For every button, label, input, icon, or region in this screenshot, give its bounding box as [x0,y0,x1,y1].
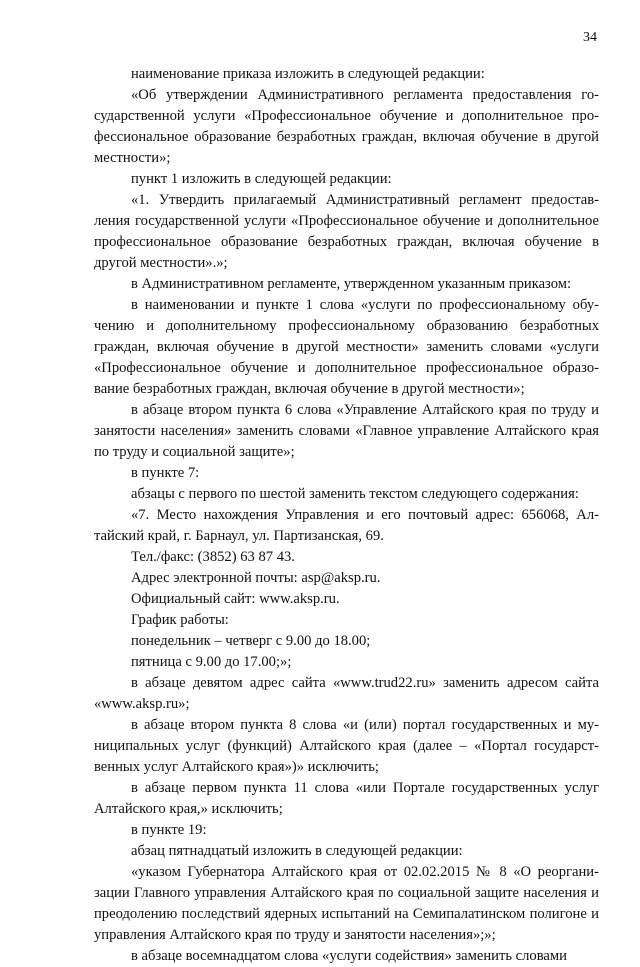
paragraph-8: в пункте 7: [131,465,200,481]
paragraph-9: абзацы с первого по шестой заменить текстом следующего содержания: [131,486,579,502]
paragraph-17: в абзаце девятом адрес сайта «www.trud22.ru» заменить адресом сайта «www.aksp.ru»; [94,675,599,712]
document-body [94,64,599,967]
paragraph-23: в абзаце восемнадцатом слова «услуги содействия» заменить словами [131,948,567,964]
page-number: 34 [583,30,597,45]
paragraph-7: в абзаце втором пункта 6 слова «Управление Алтайского края по труду и занятости населения» заменить словами «Главное управление Алтайского края по труду и социальной защите»; [94,402,599,460]
paragraph-4: «1. Утвердить прилагаемый Административный регламент предоставления государственной услуги «Профессиональное обучение и дополнительное профессиональное образование безработных граждан, включая обучение в другой местности».»; [94,192,599,271]
paragraph-12: Адрес электронной почты: asp@aksp.ru. [131,570,381,586]
paragraph-20: в пункте 19: [131,822,207,838]
paragraph-1: наименование приказа изложить в следующей редакции: [131,66,485,82]
paragraph-19: в абзаце первом пункта 11 слова «или Портале государственных услуг Алтайского края,» исключить; [94,780,599,817]
paragraph-16: пятница с 9.00 до 17.00;»; [131,654,292,670]
paragraph-14: График работы: [131,612,229,628]
paragraph-21: абзац пятнадцатый изложить в следующей редакции: [131,843,463,859]
paragraph-3: пункт 1 изложить в следующей редакции: [131,171,392,187]
paragraph-22: «указом Губернатора Алтайского края от 02.02.2015 № 8 «О реорганизации Главного управления Алтайского края по социальной защите населения и преодолению последствий ядерных испытаний на Семипалатинском полигоне и управления Алтайского края по труду и занятости населения»;»; [94,864,599,943]
paragraph-6: в наименовании и пункте 1 слова «услуги по профессиональному обучению и дополнительному профессиональному образованию безработных граждан, включая обучение в другой местности» заменить словами «услуги «Профессиональное обучение и дополнительное профессиональное образование безработных граждан, включая обучение в другой местности»; [94,297,599,397]
paragraph-15: понедельник – четверг с 9.00 до 18.00; [131,633,371,649]
paragraph-10: «7. Место нахождения Управления и его почтовый адрес: 656068, Алтайский край, г. Барнаул, ул. Партизанская, 69. [94,507,599,544]
paragraph-5: в Административном регламенте, утвержденном указанным приказом: [131,276,572,292]
paragraph-11: Тел./факс: (3852) 63 87 43. [131,549,295,565]
paragraph-2: «Об утверждении Административного регламента предоставления государственной услуги «Профессиональное обучение и дополнительное профессиональное образование безработных граждан, включая обучение в другой местности»; [94,87,599,166]
paragraph-13: Официальный сайт: www.aksp.ru. [131,591,340,607]
paragraph-18: в абзаце втором пункта 8 слова «и (или) портал государственных и муниципальных услуг (функций) Алтайского края (далее – «Портал государственных услуг Алтайского края»)» исключить; [94,717,599,775]
